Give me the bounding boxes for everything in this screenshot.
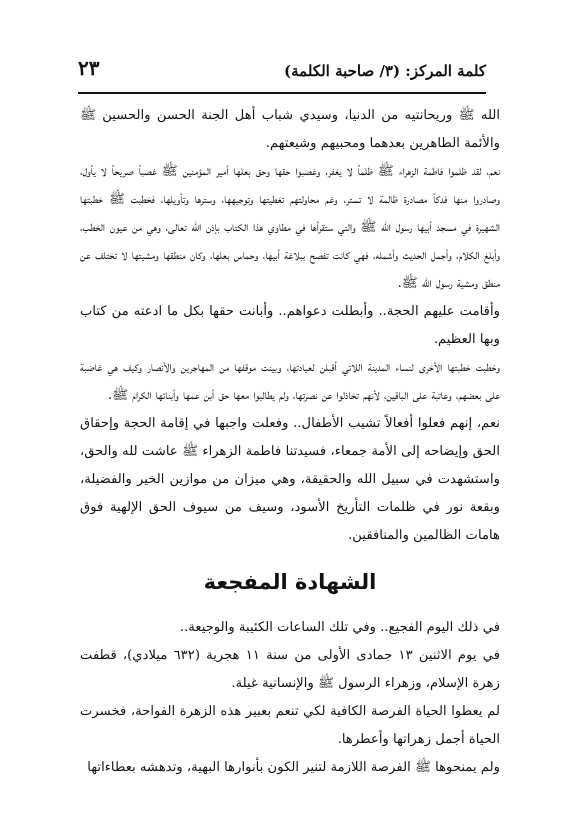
section-heading-block	[80, 570, 500, 600]
paragraph: لم يعطوا الحياة الفرصة الكافية لكي تنعم بعبير هذه الزهرة الفواحة، فخسرت الحياة أجمل زهراتها وأعطرها.	[80, 704, 500, 747]
running-title: كلمة المركز: (٣/ صاحبة الكلمة)	[284, 62, 486, 80]
page-header	[78, 52, 486, 94]
paragraph: وخطبت خطبتها الأخرى لنساء المدينة اللاتي أقبلن لعيادتها، وبينت موقفها من المهاجرين والأنصار وكيف هي غاضبة على بعضهم، وعاتبة على الباقين، لأنهم تخاذلوا عن نصرتها، ولم يطالبوا معها حق أبن عمها وأبنائها الكرام ﷺ.	[80, 360, 500, 403]
paragraph: الله ﷺ وريحانتيه من الدنيا، وسيدي شباب أهل الجنة الحسن والحسين ﷺ والأئمة الطاهرين بعدهما ومحبيهم وشيعتهم.	[80, 108, 500, 151]
paragraph: ولم يمنحوها ﷺ الفرصة اللازمة لتنير الكون بأنوارها البهية، وتدهشه بعطاءاتها	[87, 760, 500, 775]
paragraph: نعم، إنهم فعلوا أفعالاً تشيب الأطفال.. وفعلت واجبها في إقامة الحجة وإحقاق الحق وإيضاحه إلى الأمة جمعاء، فسيدتنا فاطمة الزهراء ﷺ عاشت لله والحق، واستشهدت في سبيل الله والحقيقة، وهي ميزان من موازين الخير والفضيلة، وبقعة نور في ظلمات التأريخ الأسود، وسيف من سيوف الحق الإلهية فوق هامات الظالمين والمنافقين.	[80, 416, 500, 543]
paragraph: في يوم الاثنين ١٣ جمادى الأولى من سنة ١١ هجرية (٦٣٢ ميلادي)، قطفت زهرة الإسلام، وزهراء الرسول ﷺ والإنسانية غيلة.	[80, 648, 501, 691]
paragraph: في ذلك اليوم الفجيع.. وفي تلك الساعات الكئيبة والوجيعة..	[179, 620, 500, 635]
section-body-text	[80, 614, 500, 782]
paragraph: نعم، لقد ظلموا فاطمة الزهراء ﷺ ظلماً لا يغفر، وغصبوا حقها وحق بعلها أمير المؤمنين ﷺ غصباً صريحاً لا يأول، وصادروا منها فدكاً مصادرة ظالمة لا تستر، وغم محاولتهم تغطيتها وتوجيهها، وسترها وتأويلها، فخطبت ﷺ خطبتها الشهيرة في مسجد أبيها رسول الله ﷺ والتي ستقرأها في مطاوي هذا الكتاب بإذن الله تعالى، وهي من عيون الخطب، وأبلغ الكلام، وأجمل الحديث وأشمله، فهي كانت تفصح ببلاغة أبيها، وحماس بعلها، وكان منطقها ومشيتها لا تختلف عن منطق ومشية رسول الله ﷺ.	[80, 164, 500, 291]
section-heading: الشهادة المفجعة	[203, 570, 377, 594]
page-number: ٢٣	[78, 56, 100, 80]
body-text	[80, 102, 500, 550]
paragraph: وأقامت عليهم الحجة.. وأبطلت دعواهم.. وأبانت حقها بكل ما ادعته من كتاب وبها العظيم.	[80, 304, 500, 347]
